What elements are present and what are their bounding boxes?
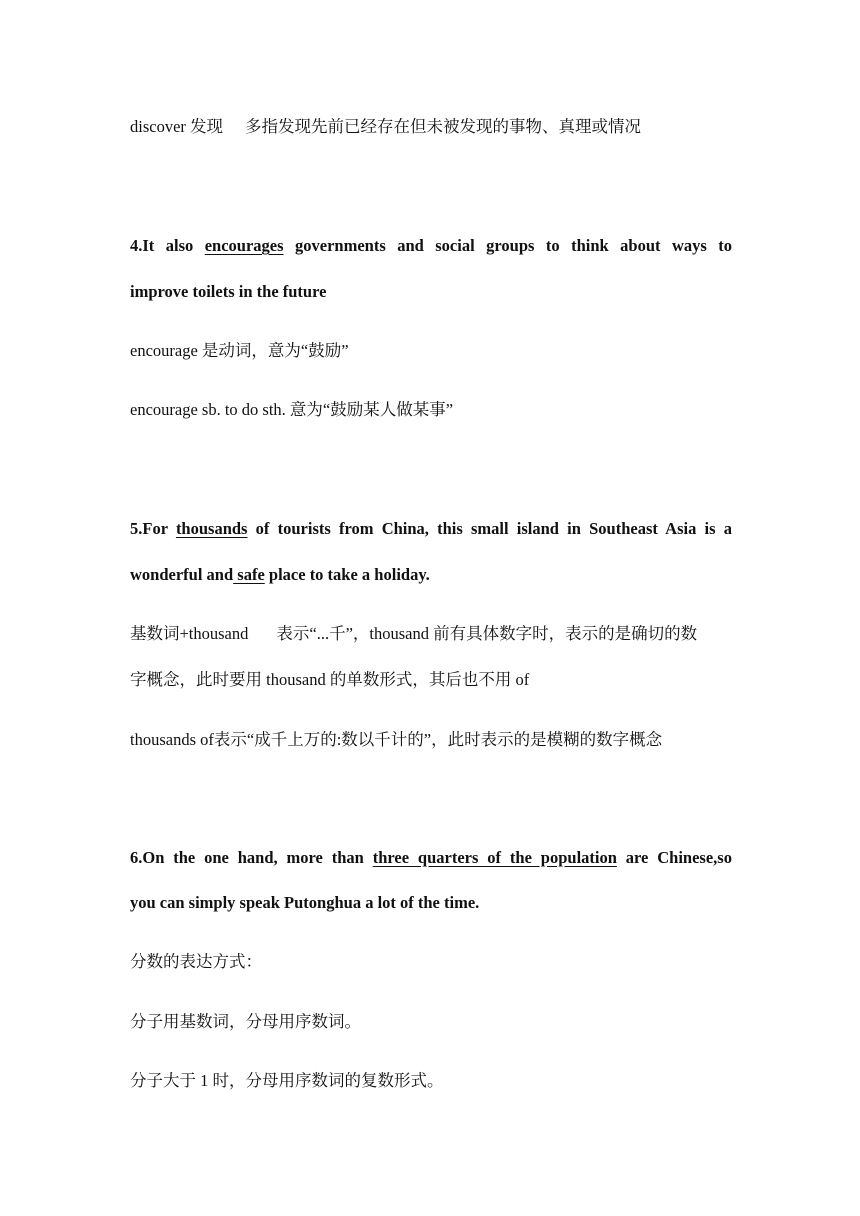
item5-prefix: 5.For [130, 519, 176, 538]
item6-note3: 分子大于 1 时，分母用序数词的复数形式。 [130, 1071, 444, 1090]
item6-note1: 分数的表达方式： [130, 952, 262, 971]
item5-note2: thousands of表示“成千上万的:数以千计的”，此时表示的是模糊的数字概念 [130, 730, 663, 749]
item5-line2-keyword: safe [233, 565, 265, 584]
item4-note2: encourage sb. to do sth. 意为“鼓励某人做某事” [130, 400, 454, 419]
item6-sentence-line2: you can simply speak Putonghua a lot of the time. [130, 893, 480, 912]
item4-rest: governments and social groups to think about ways to [283, 236, 732, 255]
item5-keyword: thousands [175, 519, 248, 538]
item4-prefix: 4.It also [130, 236, 205, 255]
item5-sentence-line1 [130, 518, 732, 540]
item5-note1-line1 [130, 623, 697, 645]
item4-sentence-line1 [130, 235, 732, 257]
item6-rest: are Chinese,so [616, 848, 732, 867]
item4-keyword: encourages [204, 236, 284, 255]
discover-term: discover 发现 [130, 117, 224, 136]
item5-line2-prefix: wonderful and [130, 565, 234, 584]
item5-note1-a: 基数词+thousand [130, 624, 249, 643]
item4-note1: encourage 是动词，意为“鼓励” [130, 341, 349, 360]
item6-sentence-line1 [130, 847, 732, 869]
discover-meaning: 多指发现先前已经存在但未被发现的事物、真理或情况 [245, 117, 642, 136]
item6-note2: 分子用基数词，分母用序数词。 [130, 1012, 361, 1031]
item6-keyword: three quarters of the population [372, 848, 617, 867]
item5-rest: of tourists from China, this small island in Southeast Asia is a [247, 519, 732, 538]
item6-prefix: 6.On the one hand, more than [130, 848, 373, 867]
item5-note1-b: 表示“...千”，thousand 前有具体数字时，表示的是确切的数 [276, 624, 698, 643]
item5-note1-line2: 字概念，此时要用 thousand 的单数形式，其后也不用 of [130, 670, 530, 689]
discover-definition [130, 116, 641, 138]
item4-sentence-line2: improve toilets in the future [130, 282, 327, 301]
item5-sentence-line2 [130, 564, 430, 586]
item5-line2-rest: place to take a holiday. [264, 565, 430, 584]
